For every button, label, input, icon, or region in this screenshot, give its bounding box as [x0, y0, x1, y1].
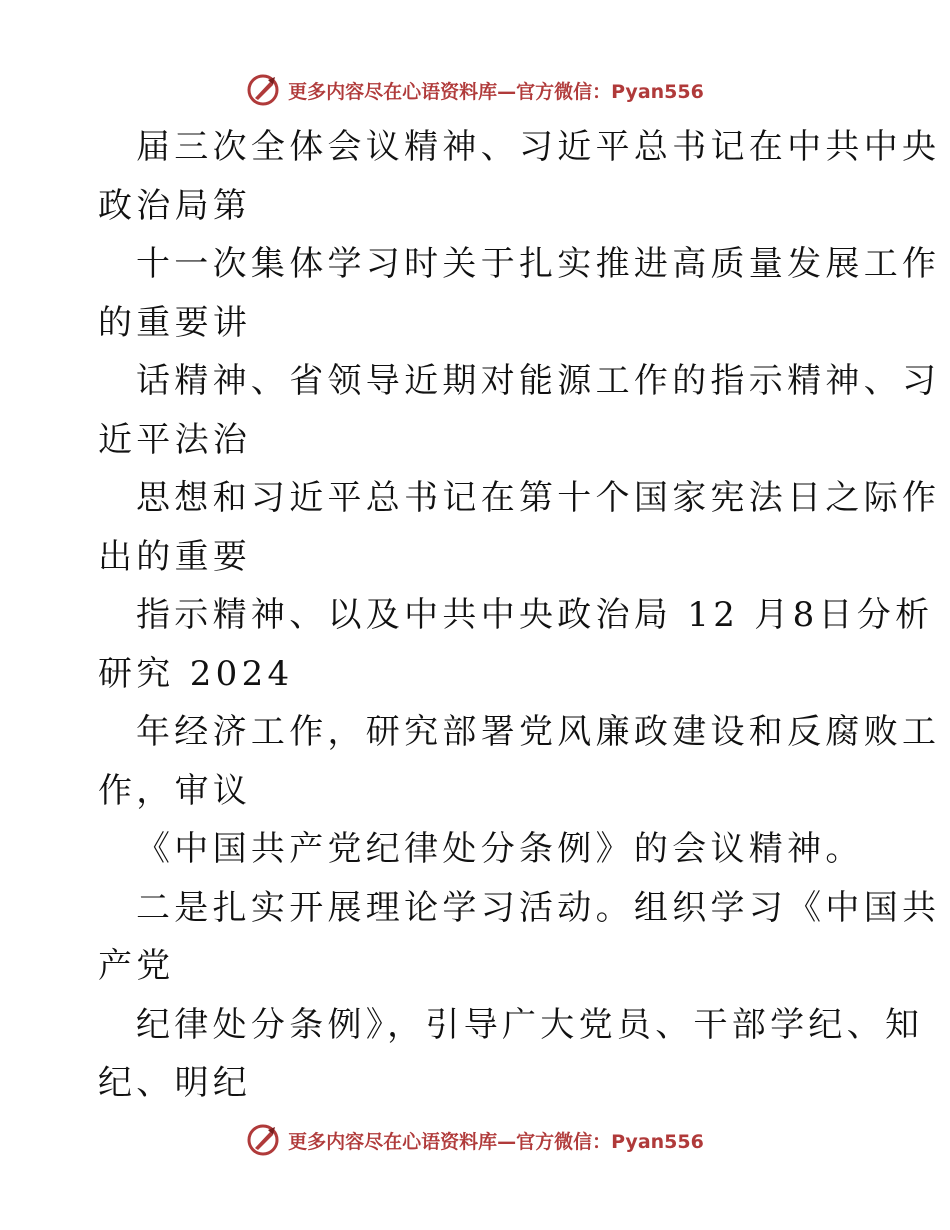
document-body — [98, 118, 941, 1113]
text-line: 十一次集体学习时关于扎实推进高质量发展工作 — [136, 244, 941, 284]
text-line: 二是扎实开展理论学习活动。组织学习《中国共 — [136, 887, 941, 928]
footer-watermark — [0, 1120, 950, 1160]
text-line: 作，审议 — [98, 770, 252, 811]
text-line: 思想和习近平总书记在第十个国家宪法日之际作 — [136, 478, 941, 518]
text-line: 研究 2024 — [98, 653, 294, 694]
watermark-text: 更多内容尽在心语资料库—官方微信：Pyan556 — [288, 80, 704, 103]
text-line: 近平法治 — [98, 419, 252, 460]
text-line: 纪、明纪 — [98, 1063, 252, 1103]
header-watermark — [0, 70, 950, 110]
text-line: 政治局第 — [98, 185, 252, 226]
text-line: 话精神、省领导近期对能源工作的指示精神、习 — [136, 361, 941, 401]
text-line: 的重要讲 — [98, 302, 252, 343]
text-line: 指示精神、以及中共中央政治局 12 月8日分析 — [136, 595, 934, 635]
text-line: 产党 — [98, 946, 175, 986]
quill-pen-logo-icon — [246, 73, 280, 107]
watermark-text: 更多内容尽在心语资料库—官方微信：Pyan556 — [288, 1130, 704, 1153]
text-line: 年经济工作，研究部署党风廉政建设和反腐败工 — [136, 712, 941, 752]
text-line: 纪律处分条例》，引导广大党员、干部学纪、知 — [136, 1004, 924, 1045]
text-line: 《中国共产党纪律处分条例》的会议精神。 — [136, 829, 864, 869]
text-line: 出的重要 — [98, 536, 252, 577]
quill-pen-logo-icon — [246, 1123, 280, 1157]
text-line: 届三次全体会议精神、习近平总书记在中共中央 — [136, 127, 941, 167]
